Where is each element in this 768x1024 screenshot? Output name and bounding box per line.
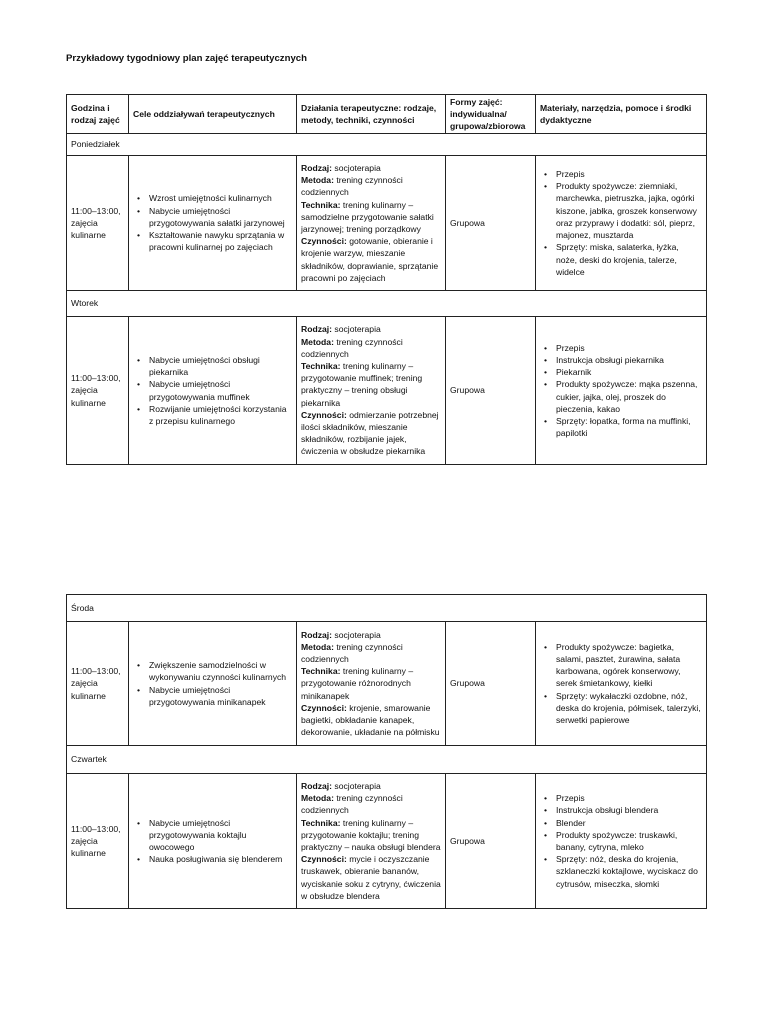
session-row-sroda	[67, 622, 707, 746]
header-formy: Formy zajęć: indywidualna/ grupowa/zbiorowa	[446, 95, 536, 134]
day-label: Środa	[67, 595, 707, 622]
goal-item: • Nabycie umiejętności obsługi piekarnika	[149, 354, 292, 378]
label-czynnosci: Czynności:	[301, 702, 347, 713]
session-row-wtorek	[67, 317, 707, 465]
actions-cell	[297, 774, 446, 909]
label-rodzaj: Rodzaj:	[301, 324, 333, 335]
form-cell: Grupowa	[446, 156, 536, 291]
material-item: • Instrukcja obsługi blendera	[556, 804, 702, 816]
label-rodzaj: Rodzaj:	[301, 629, 333, 640]
header-godzina: Godzina i rodzaj zajęć	[67, 95, 129, 134]
material-item: • Sprzęty: łopatka, forma na muffinki, papilotki	[556, 415, 702, 439]
material-item: • Przepis	[556, 342, 702, 354]
material-item: • Produkty spożywcze: ziemniaki, marchewka, pietruszka, jajka, ogórki kiszone, jabłka, groszek konserwowy oraz przyprawy i dodatki: sól, pieprz, majonez, musztarda	[556, 180, 702, 241]
day-label: Wtorek	[67, 291, 707, 317]
label-metoda: Metoda:	[301, 641, 334, 652]
goals-cell	[129, 156, 297, 291]
technika-value: trening kulinarny – przygotowanie koktajlu; trening praktyczny – nauka obsługi blendera	[301, 817, 441, 852]
materials-cell	[536, 774, 707, 909]
label-metoda: Metoda:	[301, 793, 334, 804]
czynnosci-value: krojenie, smarowanie bagietki, obkładanie kanapek, dekorowanie, układanie na półmisku	[301, 702, 440, 738]
day-row-sroda	[67, 595, 707, 622]
header-materialy: Materiały, narzędzia, pomoce i środki dydaktyczne	[536, 95, 707, 134]
goal-item: • Nauka posługiwania się blenderem	[149, 853, 292, 865]
metoda-value: trening czynności codziennych	[301, 175, 403, 198]
materials-cell	[536, 156, 707, 291]
goal-item: • Nabycie umiejętności przygotowywania minikanapek	[149, 684, 292, 708]
goals-list	[133, 817, 292, 866]
day-row-poniedzialek	[67, 134, 707, 156]
label-czynnosci: Czynności:	[301, 409, 347, 420]
material-item: • Instrukcja obsługi piekarnika	[556, 354, 702, 366]
goals-cell	[129, 317, 297, 465]
goals-cell	[129, 622, 297, 746]
header-cele: Cele oddziaływań terapeutycznych	[129, 95, 297, 134]
session-time: 11:00–13:00, zajęcia kulinarne	[67, 622, 129, 746]
material-item: • Przepis	[556, 792, 702, 804]
session-time: 11:00–13:00, zajęcia kulinarne	[67, 156, 129, 291]
rodzaj-value: socjoterapia	[332, 780, 381, 791]
technika-value: trening kulinarny – przygotowanie muffinek; trening praktyczny – trening obsługi piekarnika	[301, 360, 423, 408]
metoda-value: trening czynności codziennych	[301, 793, 403, 816]
material-item: • Produkty spożywcze: bagietka, salami, pasztet, żurawina, sałata karbowana, ogórek konserwowy, serek śmietankowy, kiełki	[556, 641, 702, 690]
session-time: 11:00–13:00, zajęcia kulinarne	[67, 317, 129, 465]
materials-cell	[536, 622, 707, 746]
goal-item: • Nabycie umiejętności przygotowywania muffinek	[149, 378, 292, 402]
materials-list	[540, 342, 702, 440]
day-label: Poniedziałek	[67, 134, 707, 156]
materials-list	[540, 792, 702, 890]
day-row-czwartek	[67, 746, 707, 774]
day-row-wtorek	[67, 291, 707, 317]
materials-cell	[536, 317, 707, 465]
label-technika: Technika:	[301, 199, 341, 210]
label-czynnosci: Czynności:	[301, 236, 347, 247]
material-item: • Sprzęty: nóż, deska do krojenia, szklaneczki koktajlowe, wyciskacz do cytrusów, miseczka, słomki	[556, 853, 702, 890]
goals-cell	[129, 774, 297, 909]
materials-list	[540, 641, 702, 726]
goal-item: • Nabycie umiejętności przygotowywania sałatki jarzynowej	[149, 205, 292, 229]
goal-item: • Kształtowanie nawyku sprzątania w pracowni kulinarnej po zajęciach	[149, 229, 292, 253]
material-item: • Przepis	[556, 168, 702, 180]
session-row-poniedzialek	[67, 156, 707, 291]
session-time: 11:00–13:00, zajęcia kulinarne	[67, 774, 129, 909]
goals-list	[133, 354, 292, 427]
materials-list	[540, 168, 702, 278]
label-metoda: Metoda:	[301, 175, 334, 186]
form-cell: Grupowa	[446, 774, 536, 909]
session-row-czwartek	[67, 774, 707, 909]
czynnosci-value: mycie i oczyszczanie truskawek, obieranie bananów, wyciskanie soku z cytryny, ćwiczenia w obsłudze blendera	[301, 854, 441, 901]
goal-item: • Zwiększenie samodzielności w wykonywaniu czynności kulinarnych	[149, 659, 292, 683]
rodzaj-value: socjoterapia	[332, 629, 381, 640]
technika-value: trening kulinarny – samodzielne przygotowanie sałatki jarzynowej; trening porządkowy	[301, 199, 434, 234]
label-czynnosci: Czynności:	[301, 854, 347, 865]
therapy-plan-table-2	[66, 594, 707, 909]
header-row	[67, 95, 707, 134]
material-item: • Sprzęty: miska, salaterka, łyżka, noże, deski do krojenia, talerze, widelce	[556, 241, 702, 278]
material-item: • Blender	[556, 817, 702, 829]
actions-cell	[297, 317, 446, 465]
document-title: Przykładowy tygodniowy plan zajęć terapeutycznych	[66, 53, 307, 64]
header-dzialania: Działania terapeutyczne: rodzaje, metody, techniki, czynności	[297, 95, 446, 134]
goal-item: • Rozwijanie umiejętności korzystania z przepisu kulinarnego	[149, 403, 292, 427]
day-label: Czwartek	[67, 746, 707, 774]
material-item: • Produkty spożywcze: mąka pszenna, cukier, jajka, olej, proszek do pieczenia, kakao	[556, 378, 702, 415]
goal-item: • Wzrost umiejętności kulinarnych	[149, 192, 292, 204]
actions-cell	[297, 622, 446, 746]
label-rodzaj: Rodzaj:	[301, 780, 333, 791]
technika-value: trening kulinarny – przygotowanie różnorodnych minikanapek	[301, 666, 414, 701]
form-cell: Grupowa	[446, 317, 536, 465]
label-metoda: Metoda:	[301, 336, 334, 347]
material-item: • Sprzęty: wykałaczki ozdobne, nóż, deska do krojenia, półmisek, talerzyki, serwetki papierowe	[556, 690, 702, 727]
label-technika: Technika:	[301, 360, 341, 371]
czynnosci-value: odmierzanie potrzebnej ilości składników, mieszanie składników, rozbijanie jajek, ćwiczenia w obsłudze piekarnika	[301, 409, 439, 457]
therapy-plan-table-1	[66, 94, 707, 465]
rodzaj-value: socjoterapia	[332, 324, 381, 335]
label-technika: Technika:	[301, 666, 341, 677]
actions-cell	[297, 156, 446, 291]
label-technika: Technika:	[301, 817, 341, 828]
goals-list	[133, 192, 292, 253]
material-item: • Piekarnik	[556, 366, 702, 378]
goals-list	[133, 659, 292, 708]
form-cell: Grupowa	[446, 622, 536, 746]
metoda-value: trening czynności codziennych	[301, 336, 403, 359]
material-item: • Produkty spożywcze: truskawki, banany, cytryna, mleko	[556, 829, 702, 853]
goal-item: • Nabycie umiejętności przygotowywania koktajlu owocowego	[149, 817, 292, 854]
czynnosci-value: gotowanie, obieranie i krojenie warzyw, mieszanie składników, doprawianie, sprzątanie pracowni po zajęciach	[301, 236, 439, 283]
metoda-value: trening czynności codziennych	[301, 641, 403, 664]
label-rodzaj: Rodzaj:	[301, 162, 333, 173]
rodzaj-value: socjoterapia	[332, 162, 381, 173]
